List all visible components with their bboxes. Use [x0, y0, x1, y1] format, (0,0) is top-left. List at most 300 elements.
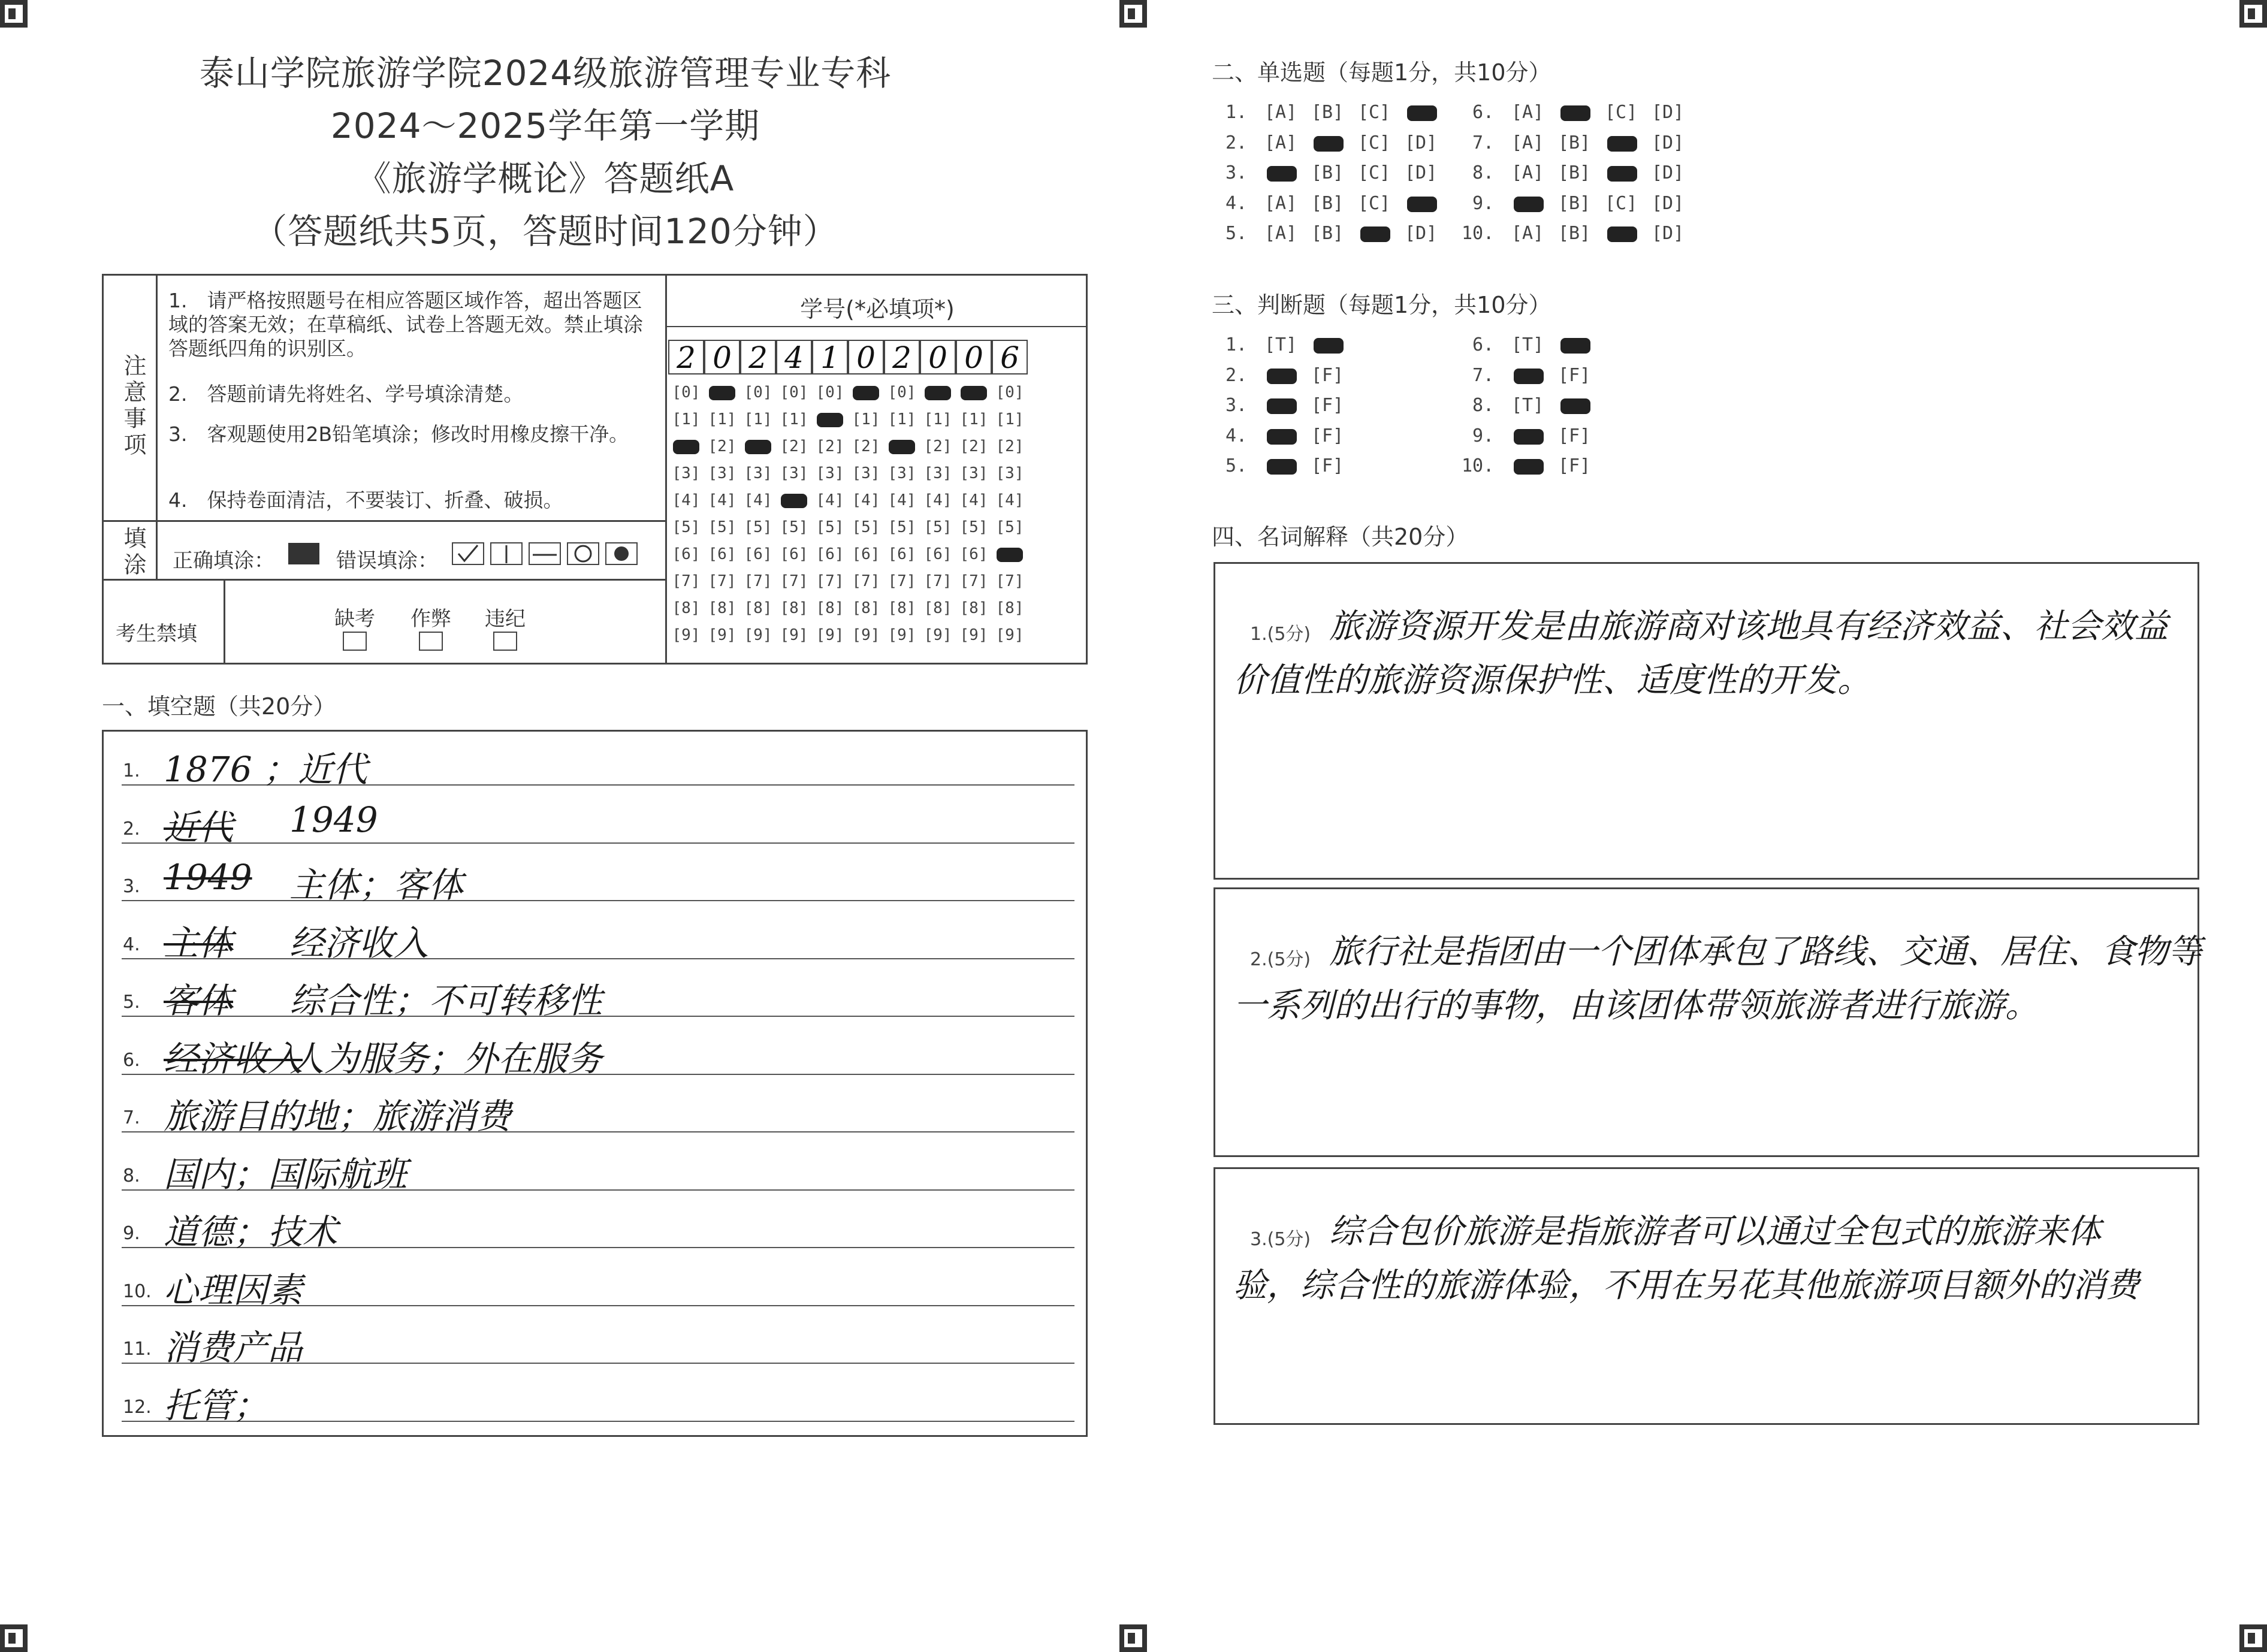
answer-number: 12. [123, 1396, 152, 1418]
id-bubble[interactable] [668, 383, 704, 401]
fill-label: 填涂 [120, 526, 146, 579]
sheet-title-term: 2024～2025学年第一学期 [330, 105, 760, 146]
bubble-label: [4] [852, 491, 880, 509]
id-bubble[interactable] [740, 383, 776, 401]
id-bubble[interactable] [992, 464, 1028, 482]
bubble-label: [7] [888, 572, 916, 590]
id-bubble[interactable] [704, 572, 740, 590]
id-bubble[interactable] [992, 383, 1028, 401]
choice-option[interactable]: [B] [1311, 162, 1344, 183]
bubble-label: [7] [744, 572, 772, 590]
question-number: 3. [1225, 395, 1248, 416]
filled-choice[interactable] [1267, 459, 1297, 475]
bubble-label: [6] [852, 545, 880, 563]
bubble-label: [6] [708, 545, 736, 563]
id-bubble[interactable] [812, 572, 848, 590]
student-id-digit: 2 [668, 340, 704, 375]
answer-line [122, 900, 1074, 901]
bubble-label: [2] [708, 437, 736, 455]
choice-option[interactable]: [F] [1311, 364, 1344, 386]
bubble-label: [7] [923, 572, 952, 590]
answer-number: 10. [123, 1280, 152, 1302]
id-bubble[interactable] [884, 437, 920, 455]
section-single-choice-title: 二、单选题（每题1分，共10分） [1212, 59, 1551, 86]
bubble-label: [6] [816, 545, 844, 563]
bubble-label: [5] [995, 518, 1024, 536]
choice-option[interactable]: [A] [1511, 132, 1544, 153]
id-bubble[interactable] [704, 599, 740, 617]
id-bubble[interactable] [956, 545, 992, 563]
question-number: 9. [1472, 192, 1495, 214]
sheet-title-school: 泰山学院旅游学院2024级旅游管理专业专科 [199, 53, 892, 93]
answer-number: 7. [123, 1107, 140, 1128]
filled-choice[interactable] [1560, 398, 1590, 414]
question-number: 4. [1225, 192, 1248, 214]
bubble-label: [1] [780, 410, 808, 428]
wrong-fill-examples [451, 539, 643, 569]
question-number: 5. [1225, 223, 1248, 244]
choice-option[interactable]: [B] [1311, 102, 1344, 123]
corner-marker-bottom-center [1119, 1624, 1147, 1652]
filled-choice[interactable] [1267, 166, 1297, 182]
bubble-label: [6] [959, 545, 988, 563]
bubble-label: [4] [888, 491, 916, 509]
id-bubble[interactable] [668, 626, 704, 644]
student-id-digit: 0 [848, 340, 884, 375]
id-bubble[interactable] [848, 599, 884, 617]
choice-option[interactable]: [C] [1358, 132, 1391, 153]
bubble-label: [7] [852, 572, 880, 590]
id-bubble[interactable] [920, 545, 956, 563]
id-bubble[interactable] [848, 545, 884, 563]
id-bubble[interactable] [848, 626, 884, 644]
id-bubble[interactable] [848, 572, 884, 590]
bubble-label: [2] [959, 437, 988, 455]
choice-option[interactable]: [C] [1358, 162, 1391, 183]
filled-bubble [997, 548, 1023, 562]
answer-number: 8. [123, 1165, 140, 1186]
id-bubble[interactable] [704, 518, 740, 536]
bubble-label: [4] [708, 491, 736, 509]
id-bubble[interactable] [884, 545, 920, 563]
id-bubble[interactable] [704, 491, 740, 509]
choice-option[interactable]: [D] [1652, 192, 1685, 214]
id-bubble[interactable] [956, 626, 992, 644]
question-number: 2. [1225, 132, 1248, 153]
id-bubble[interactable] [740, 410, 776, 428]
filled-choice[interactable] [1360, 226, 1390, 242]
bubble-label: [5] [816, 518, 844, 536]
question-number: 9. [1472, 425, 1495, 446]
correct-fill-example [288, 543, 319, 564]
answer-number: 2. [123, 818, 140, 839]
bubble-label: [0] [780, 383, 808, 401]
student-id-digit: 1 [812, 340, 848, 375]
id-bubble[interactable] [740, 626, 776, 644]
choice-option[interactable]: [F] [1311, 455, 1344, 476]
choice-option[interactable]: [C] [1605, 102, 1638, 123]
choice-option[interactable]: [B] [1558, 192, 1591, 214]
bubble-label: [3] [888, 464, 916, 482]
choice-option[interactable]: [A] [1511, 162, 1544, 183]
bubble-label: [6] [780, 545, 808, 563]
id-bubble[interactable] [668, 491, 704, 509]
id-bubble[interactable] [668, 545, 704, 563]
question-number: 6. [1472, 102, 1495, 123]
filled-choice[interactable] [1314, 136, 1344, 152]
definition-number: 1.(5分) [1250, 624, 1311, 645]
bubble-label: [6] [672, 545, 701, 563]
bubble-label: [3] [708, 464, 736, 482]
choice-option[interactable]: [B] [1558, 132, 1591, 153]
id-bubble[interactable] [884, 410, 920, 428]
answer-number: 5. [123, 992, 140, 1013]
forbidden-absent[interactable]: 缺考 [334, 602, 375, 656]
choice-option[interactable]: [D] [1405, 223, 1438, 244]
filled-choice[interactable] [1560, 338, 1590, 354]
id-bubble[interactable] [992, 410, 1028, 428]
bubble-label: [7] [672, 572, 701, 590]
choice-option[interactable]: [T] [1511, 395, 1544, 416]
id-bubble[interactable] [668, 518, 704, 536]
student-id-digit: 4 [776, 340, 812, 375]
id-bubble[interactable] [920, 491, 956, 509]
id-bubble[interactable] [812, 464, 848, 482]
bubble-label: [3] [672, 464, 701, 482]
id-bubble[interactable] [884, 464, 920, 482]
id-bubble[interactable] [956, 491, 992, 509]
id-bubble[interactable] [920, 599, 956, 617]
handwritten-answer: 经济收入 [289, 922, 429, 964]
id-bubble[interactable] [992, 599, 1028, 617]
id-bubble[interactable] [740, 545, 776, 563]
id-bubble[interactable] [668, 464, 704, 482]
id-bubble[interactable] [848, 437, 884, 455]
id-bubble[interactable] [812, 599, 848, 617]
definition-answer-box [1214, 562, 2199, 880]
handwritten-answer: 主体；客体 [289, 865, 464, 905]
bubble-label: [9] [923, 626, 952, 644]
id-bubble[interactable] [848, 410, 884, 428]
handwritten-answer: 人为服务；外在服务 [289, 1038, 603, 1079]
id-bubble[interactable] [920, 626, 956, 644]
question-number: 10. [1462, 455, 1495, 476]
id-bubble[interactable] [992, 518, 1028, 536]
choice-option[interactable]: [A] [1264, 192, 1297, 214]
id-bubble[interactable] [992, 572, 1028, 590]
bubble-label: [4] [995, 491, 1024, 509]
bubble-label: [9] [672, 626, 701, 644]
id-bubble[interactable] [920, 383, 956, 401]
choice-option[interactable]: [F] [1558, 364, 1591, 386]
id-bubble[interactable] [884, 599, 920, 617]
bubble-label: [9] [816, 626, 844, 644]
filled-bubble [709, 386, 735, 400]
filled-choice[interactable] [1607, 166, 1637, 182]
sheet-title-info: （答题纸共5页，答题时间120分钟） [252, 211, 838, 252]
bubble-label: [5] [852, 518, 880, 536]
section-definitions-title: 四、名词解释（共20分） [1212, 524, 1469, 550]
id-bubble[interactable] [884, 518, 920, 536]
filled-choice[interactable] [1267, 429, 1297, 445]
struck-answer: 主体 [164, 922, 234, 964]
id-bubble[interactable] [884, 383, 920, 401]
handwritten-definition-line2: 验，综合性的旅游体验，不用在另花其他旅游项目额外的消费 [1233, 1266, 2139, 1305]
filled-choice[interactable] [1407, 105, 1437, 121]
bubble-label: [5] [888, 518, 916, 536]
choice-option[interactable]: [F] [1558, 455, 1591, 476]
question-number: 10. [1462, 223, 1495, 244]
id-bubble[interactable] [992, 491, 1028, 509]
choice-option[interactable]: [A] [1264, 223, 1297, 244]
id-bubble[interactable] [884, 572, 920, 590]
choice-option[interactable]: [D] [1652, 102, 1685, 123]
forbidden-violation[interactable]: 违纪 [485, 602, 526, 656]
handwritten-definition-line2: 一系列的出行的事物，由该团体带领旅游者进行旅游。 [1233, 986, 2039, 1025]
bubble-label: [4] [744, 491, 772, 509]
note-item-1: 1. 请严格按照题号在相应答题区域作答，超出答题区域的答案无效；在草稿纸、试卷上答题无效。禁止填涂答题纸四角的识别区。 [168, 289, 643, 360]
handwritten-definition-line2: 价值性的旅游资源保护性、适度性的开发。 [1233, 661, 1871, 700]
definition-answer-box [1214, 887, 2202, 1157]
id-bubble[interactable] [812, 518, 848, 536]
id-bubble[interactable] [704, 464, 740, 482]
id-bubble[interactable] [884, 491, 920, 509]
id-bubble[interactable] [776, 464, 812, 482]
bubble-label: [5] [959, 518, 988, 536]
bubble-label: [7] [816, 572, 844, 590]
id-bubble[interactable] [776, 626, 812, 644]
choice-option[interactable]: [A] [1511, 223, 1544, 244]
filled-bubble [853, 386, 879, 400]
filled-choice[interactable] [1607, 136, 1637, 152]
filled-choice[interactable] [1314, 338, 1344, 354]
id-bubble[interactable] [776, 599, 812, 617]
bubble-label: [2] [995, 437, 1024, 455]
id-bubble[interactable] [920, 437, 956, 455]
bubble-label: [7] [995, 572, 1024, 590]
question-number: 1. [1225, 102, 1248, 123]
id-bubble[interactable] [848, 383, 884, 401]
id-bubble[interactable] [668, 437, 704, 455]
filled-choice[interactable] [1407, 197, 1437, 212]
bubble-label: [9] [888, 626, 916, 644]
bubble-label: [3] [923, 464, 952, 482]
bubble-label: [5] [672, 518, 701, 536]
student-id-digit: 2 [884, 340, 920, 375]
definition-number: 2.(5分) [1250, 949, 1311, 970]
id-bubble[interactable] [956, 599, 992, 617]
filled-choice[interactable] [1607, 226, 1637, 242]
filled-choice[interactable] [1514, 429, 1544, 445]
bubble-label: [5] [708, 518, 736, 536]
bubble-label: [2] [923, 437, 952, 455]
id-bubble[interactable] [776, 518, 812, 536]
filled-bubble [673, 440, 699, 454]
forbidden-label: 考生禁填 [116, 622, 197, 646]
choice-option[interactable]: [B] [1558, 223, 1591, 244]
choice-option[interactable]: [D] [1405, 162, 1438, 183]
bubble-label: [8] [672, 599, 701, 617]
bubble-label: [1] [672, 410, 701, 428]
id-bubble[interactable] [992, 626, 1028, 644]
sheet-title-course: 《旅游学概论》答题纸A [356, 158, 735, 199]
id-bubble[interactable] [812, 545, 848, 563]
student-id-label: 学号(*必填项*) [800, 296, 955, 322]
id-bubble[interactable] [668, 599, 704, 617]
id-bubble[interactable] [920, 572, 956, 590]
handwritten-answer: 道德；技术 [164, 1212, 338, 1252]
id-bubble[interactable] [920, 410, 956, 428]
id-bubble[interactable] [956, 572, 992, 590]
choice-option[interactable]: [C] [1358, 192, 1391, 214]
filled-choice[interactable] [1267, 398, 1297, 414]
choice-option[interactable]: [D] [1652, 223, 1685, 244]
choice-option[interactable]: [D] [1405, 132, 1438, 153]
choice-option[interactable]: [C] [1605, 192, 1638, 214]
id-bubble[interactable] [740, 599, 776, 617]
note-item-4: 4. 保持卷面清洁，不要装订、折叠、破损。 [168, 488, 563, 512]
filled-choice[interactable] [1514, 197, 1544, 212]
choice-option[interactable]: [D] [1652, 132, 1685, 153]
id-bubble[interactable] [956, 464, 992, 482]
choice-option[interactable]: [F] [1558, 425, 1591, 446]
id-bubble[interactable] [776, 437, 812, 455]
bubble-label: [9] [744, 626, 772, 644]
id-bubble[interactable] [812, 410, 848, 428]
bubble-label: [8] [852, 599, 880, 617]
choice-option[interactable]: [D] [1652, 162, 1685, 183]
filled-choice[interactable] [1267, 369, 1297, 384]
bubble-label: [9] [852, 626, 880, 644]
question-number: 8. [1472, 162, 1495, 183]
id-bubble[interactable] [776, 545, 812, 563]
choice-option[interactable]: [A] [1264, 132, 1297, 153]
bubble-label: [0] [995, 383, 1024, 401]
bubble-label: [6] [923, 545, 952, 563]
correct-fill-label: 正确填涂： [173, 549, 274, 573]
id-bubble[interactable] [740, 518, 776, 536]
id-bubble[interactable] [704, 626, 740, 644]
id-bubble[interactable] [776, 383, 812, 401]
definition-number: 3.(5分) [1250, 1229, 1311, 1250]
id-bubble[interactable] [848, 518, 884, 536]
filled-bubble [745, 440, 771, 454]
id-bubble[interactable] [812, 383, 848, 401]
id-bubble[interactable] [740, 572, 776, 590]
id-bubble[interactable] [920, 464, 956, 482]
id-bubble[interactable] [776, 491, 812, 509]
filled-bubble [925, 386, 951, 400]
forbidden-cheating[interactable]: 作弊 [410, 602, 451, 656]
bubble-label: [8] [708, 599, 736, 617]
id-bubble[interactable] [776, 410, 812, 428]
bubble-label: [6] [888, 545, 916, 563]
bubble-label: [3] [995, 464, 1024, 482]
bubble-label: [1] [852, 410, 880, 428]
id-bubble[interactable] [668, 572, 704, 590]
id-bubble[interactable] [956, 410, 992, 428]
question-number: 5. [1225, 455, 1248, 476]
bubble-label: [3] [744, 464, 772, 482]
bubble-label: [1] [995, 410, 1024, 428]
id-bubble[interactable] [956, 518, 992, 536]
bubble-label: [8] [780, 599, 808, 617]
id-bubble[interactable] [884, 626, 920, 644]
id-bubble[interactable] [704, 383, 740, 401]
choice-option[interactable]: [C] [1358, 102, 1391, 123]
id-bubble[interactable] [740, 437, 776, 455]
bubble-label: [0] [816, 383, 844, 401]
bubble-label: [7] [708, 572, 736, 590]
question-number: 1. [1225, 334, 1248, 355]
bubble-label: [1] [744, 410, 772, 428]
corner-marker-top-center [1119, 0, 1147, 28]
student-id-digit: 0 [704, 340, 740, 375]
bubble-label: [8] [959, 599, 988, 617]
bubble-label: [3] [816, 464, 844, 482]
question-number: 7. [1472, 364, 1495, 386]
choice-option[interactable]: [B] [1558, 162, 1591, 183]
bubble-label: [0] [888, 383, 916, 401]
handwritten-answer: 心理因素 [164, 1269, 303, 1310]
choice-option[interactable]: [F] [1311, 395, 1344, 416]
id-bubble[interactable] [704, 545, 740, 563]
id-bubble[interactable] [704, 410, 740, 428]
filled-choice[interactable] [1514, 369, 1544, 384]
choice-option[interactable]: [B] [1311, 223, 1344, 244]
choice-option[interactable]: [F] [1311, 425, 1344, 446]
filled-choice[interactable] [1514, 459, 1544, 475]
handwritten-answer: 1949 [289, 799, 378, 840]
choice-option[interactable]: [B] [1311, 192, 1344, 214]
bubble-label: [9] [780, 626, 808, 644]
question-number: 8. [1472, 395, 1495, 416]
bubble-label: [8] [888, 599, 916, 617]
question-number: 3. [1225, 162, 1248, 183]
id-bubble[interactable] [992, 545, 1028, 563]
id-bubble[interactable] [812, 437, 848, 455]
id-bubble[interactable] [992, 437, 1028, 455]
bubble-label: [5] [744, 518, 772, 536]
id-bubble[interactable] [920, 518, 956, 536]
choice-option[interactable]: [A] [1511, 102, 1544, 123]
choice-option[interactable]: [T] [1511, 334, 1544, 355]
student-id-digit: 2 [740, 340, 776, 375]
id-bubble[interactable] [848, 464, 884, 482]
bubble-label: [0] [672, 383, 701, 401]
id-bubble[interactable] [812, 626, 848, 644]
id-bubble[interactable] [848, 491, 884, 509]
section-fill-blank-title: 一、填空题（共20分） [102, 693, 336, 720]
bubble-label: [2] [780, 437, 808, 455]
handwritten-answer: 旅游目的地；旅游消费 [164, 1096, 512, 1137]
id-bubble[interactable] [668, 410, 704, 428]
choice-option[interactable]: [T] [1264, 334, 1297, 355]
id-bubble[interactable] [740, 491, 776, 509]
filled-choice[interactable] [1560, 105, 1590, 121]
id-bubble[interactable] [956, 383, 992, 401]
id-bubble[interactable] [740, 464, 776, 482]
id-bubble[interactable] [812, 491, 848, 509]
bubble-label: [4] [959, 491, 988, 509]
id-bubble[interactable] [704, 437, 740, 455]
choice-option[interactable]: [A] [1264, 102, 1297, 123]
struck-answer: 经济收入 [164, 1038, 303, 1079]
id-bubble[interactable] [956, 437, 992, 455]
handwritten-answer: 托管； [164, 1385, 268, 1426]
id-bubble[interactable] [776, 572, 812, 590]
bubble-label: [5] [780, 518, 808, 536]
